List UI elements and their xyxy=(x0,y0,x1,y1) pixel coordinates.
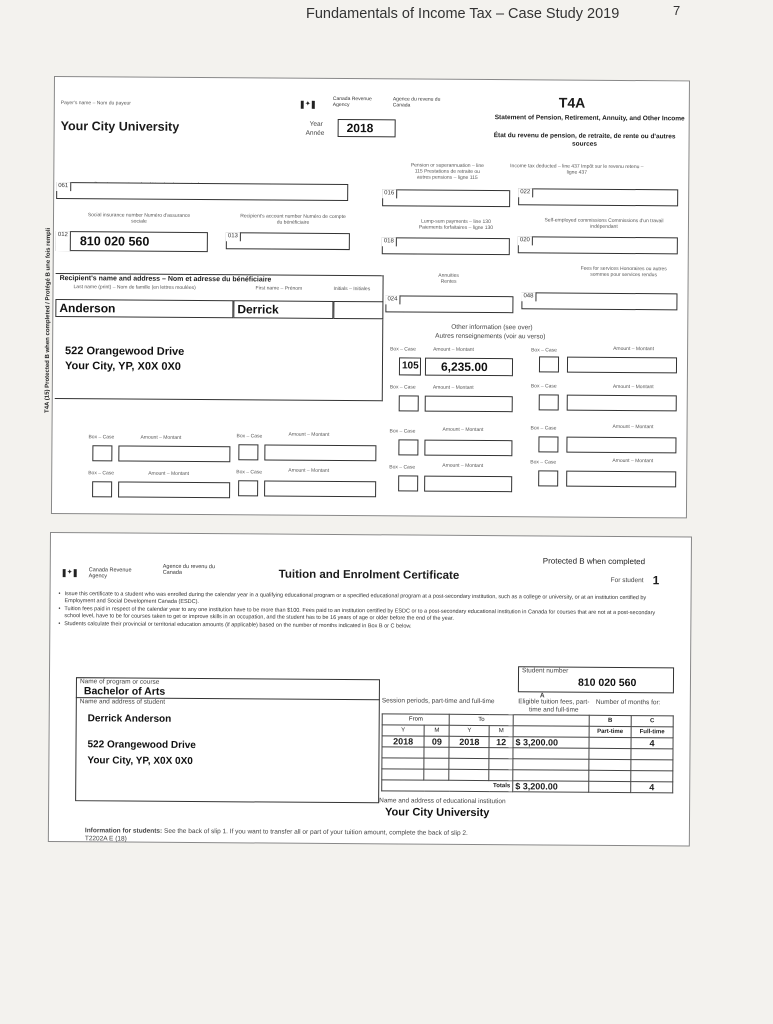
fees-subheader xyxy=(513,726,589,738)
box-case-label: Box – Case xyxy=(236,469,263,476)
first-name-label: First name – Prénom xyxy=(255,285,303,292)
statement-fr: État du revenu de pension, de retraite, de rente ou d'autres sources xyxy=(493,132,676,148)
other-amount-field xyxy=(424,476,512,493)
for-student-label: For student xyxy=(610,576,644,585)
agency-fr: Agence du revenu du Canada xyxy=(392,96,441,109)
amount-label: Amount – Montant xyxy=(613,345,654,353)
program-label: Name of program or course xyxy=(79,678,160,686)
tuition-fees: $ 3,200.00 xyxy=(513,737,589,749)
other-box-field xyxy=(539,356,559,372)
box-022-label: Income tax deducted – line 437 Impôt sur le revenu retenu – ligne 437 xyxy=(510,163,644,176)
for-student-number: 1 xyxy=(652,573,660,588)
other-amount-field xyxy=(425,396,513,413)
box-case-label: Box – Case xyxy=(88,434,115,441)
student-name-value: Derrick Anderson xyxy=(87,713,172,725)
payer-name: Your City University xyxy=(60,119,180,134)
amount-label: Amount – Montant xyxy=(442,426,484,434)
amount-label: Amount – Montant xyxy=(612,457,654,465)
institution-label: Name and address of educational institution xyxy=(379,797,506,806)
other-box-field xyxy=(92,481,112,497)
box-024-number: 024 xyxy=(385,295,400,304)
other-box-field xyxy=(399,395,419,411)
sin-value: 810 020 560 xyxy=(79,234,150,249)
fees-header xyxy=(513,715,589,727)
to-y-header: Y xyxy=(450,725,490,736)
col-c-letter: C xyxy=(650,718,655,725)
amount-label: Amount – Montant xyxy=(140,434,182,441)
box-016-field xyxy=(382,189,510,207)
box-018-field xyxy=(382,237,510,255)
instruction-bullet: • Issue this certificate to a student who was enrolled during the calendar year in a qualifying educational program or a specified educational program at a post-secondary institution, such as a college or university, or at an institution certified by Employment and Social Development Canada (ESDC). xyxy=(58,591,647,606)
payer-name-label: Payer's name – Nom du payeur xyxy=(60,100,131,107)
initials-label: Initials – Initiales xyxy=(333,285,371,293)
box-022-number: 022 xyxy=(518,188,533,197)
agency-en: Canada Revenue Agency xyxy=(332,95,372,108)
other-amount-field xyxy=(566,437,676,454)
box-048-field xyxy=(521,292,677,310)
from-year: 2018 xyxy=(382,736,424,747)
other-box-field xyxy=(539,394,559,410)
box-case-label: Box – Case xyxy=(236,433,263,440)
box-016-label: Pension or superannuation – line 115 Prestations de retraite ou autres pensions – ligne 115 xyxy=(410,162,484,181)
from-header: From xyxy=(382,714,450,725)
page-title: Fundamentals of Income Tax – Case Study 2019 xyxy=(306,6,620,22)
box-020-label: Self-employed commissions Commissions d'un travail indépendant xyxy=(544,217,664,230)
to-month: 12 xyxy=(489,737,513,748)
other-box-field xyxy=(538,470,558,486)
t4a-code: T4A xyxy=(558,94,586,111)
amount-label: Amount – Montant xyxy=(432,384,474,391)
first-name-value: Derrick xyxy=(237,302,279,317)
box-case-label: Box – Case xyxy=(530,459,557,466)
last-name-label: Last name (print) – Nom de famille (en lettres moulées) xyxy=(73,284,196,291)
box-case-label: Box – Case xyxy=(530,425,557,432)
other-amount-field xyxy=(264,480,376,497)
canada-flag-icon: ✦ xyxy=(301,101,315,109)
box-case-label: Box – Case xyxy=(390,346,416,353)
other-box-field xyxy=(238,480,258,496)
col-b-header xyxy=(589,715,631,726)
recipient-address-line2: Your City, YP, X0X 0X0 xyxy=(64,360,181,373)
certificate-title: Tuition and Enrolment Certificate xyxy=(278,568,460,582)
sin-label: Social insurance number Numéro d'assurance sociale xyxy=(87,212,191,225)
total-fees: $ 3,200.00 xyxy=(513,781,589,793)
amount-label: Amount – Montant xyxy=(288,431,330,438)
year-label-fr: Année xyxy=(305,129,325,137)
student-number-value: 810 020 560 xyxy=(577,676,637,690)
agency-fr: Agence du revenu du Canada xyxy=(162,563,216,577)
box-case-label: Box – Case xyxy=(389,384,416,391)
to-m-header: M xyxy=(489,726,513,737)
box-024-field xyxy=(385,295,513,313)
box-case-label: Box – Case xyxy=(389,464,416,471)
other-amount-field xyxy=(566,471,676,488)
box-case-label: Box – Case xyxy=(389,428,416,435)
t4a-slip xyxy=(44,76,690,518)
amount-label: Amount – Montant xyxy=(288,467,330,474)
totals-label: Totals xyxy=(382,780,513,792)
other-info-fr: Autres renseignements (voir au verso) xyxy=(435,332,546,341)
col-c-label: Full-time xyxy=(631,727,673,738)
box-case-label: Box – Case xyxy=(530,383,557,390)
amount-label: Amount – Montant xyxy=(433,346,474,353)
box-case-label: Box – Case xyxy=(88,470,115,477)
year-label: Year xyxy=(309,120,323,128)
footer-info xyxy=(85,827,468,837)
other-info-en: Other information (see over) xyxy=(451,323,533,332)
session-periods-label: Session periods, part-time and full-time xyxy=(381,697,495,706)
statement-en: Statement of Pension, Retirement, Annuity, and Other Income xyxy=(494,114,685,123)
box-013: 013 xyxy=(226,232,241,241)
other-amount-field xyxy=(424,440,512,457)
payer-account-field xyxy=(56,182,348,201)
box-018-label: Lump-sum payments – line 130 Paiements forfaitaires – ligne 130 xyxy=(418,218,494,231)
recipient-account-label: Recipient's account number Numéro de compte du bénéficiaire xyxy=(240,213,346,226)
canada-flag-icon: ✦ xyxy=(63,569,77,577)
box-022-field xyxy=(518,188,678,206)
box-012: 012 xyxy=(56,231,71,251)
program-value: Bachelor of Arts xyxy=(83,685,166,698)
other-box-code: 105 xyxy=(401,360,419,372)
part-time-months xyxy=(589,737,631,748)
t4a-side-label: T4A (15) Protected B when completed / Protégé B une fois rempli xyxy=(44,227,52,413)
totals-row xyxy=(382,780,673,793)
full-time-months: 4 xyxy=(631,738,673,749)
box-048-number: 048 xyxy=(521,292,536,301)
student-address-line1: 522 Orangewood Drive xyxy=(87,739,196,752)
total-part-time xyxy=(589,781,631,792)
recipient-account-field xyxy=(226,232,350,250)
box-024-label: Annuities Rentes xyxy=(438,272,459,285)
to-header: To xyxy=(450,714,514,725)
form-code: T2202A E (18) xyxy=(84,835,127,843)
footer-info-label: Information for students: xyxy=(84,827,163,835)
initials-field xyxy=(333,301,383,319)
institution-name: Your City University xyxy=(385,806,490,820)
other-box-field xyxy=(92,445,112,461)
col-b-letter: B xyxy=(608,717,613,724)
recipient-address-line1: 522 Orangewood Drive xyxy=(65,345,185,358)
box-018-number: 018 xyxy=(382,237,397,246)
other-box-field xyxy=(398,475,418,491)
other-amount-field xyxy=(567,395,677,412)
amount-label: Amount – Montant xyxy=(442,462,484,470)
col-a-label: Eligible tuition fees, part-time and full-time xyxy=(518,698,590,714)
other-box-field xyxy=(538,436,558,452)
amount-label: Amount – Montant xyxy=(148,470,190,477)
page-number: 7 xyxy=(673,3,681,18)
total-full-time: 4 xyxy=(631,782,673,793)
instruction-bullet: • Tuition fees paid in respect of the calendar year to any one institution have to be more than $100. Fees paid to an institution certified by ESDC or to a post-secondary educational institution in Canada for courses that are not at a post-secondary school level, have to be for courses taken to get or improve skills in an occupation, and the student has to be 16 years of age or older before the end of the year. xyxy=(58,605,656,623)
instructions-list xyxy=(58,591,670,632)
agency-en: Canada Revenue Agency xyxy=(88,567,132,580)
other-box-field xyxy=(238,444,258,460)
other-amount-field xyxy=(567,357,677,374)
box-048-label: Fees for services Honoraires ou autres sommes pour services rendus xyxy=(580,265,667,278)
student-address-line2: Your City, YP, X0X 0X0 xyxy=(87,755,193,768)
protected-label: Protected B when completed xyxy=(542,556,646,567)
from-m-header: M xyxy=(424,725,449,736)
tuition-table xyxy=(381,713,674,793)
box-016-number: 016 xyxy=(382,189,397,198)
recipient-header: Recipient's name and address – Nom et adresse du bénéficiaire xyxy=(59,275,272,284)
student-name-label: Name and address of student xyxy=(79,698,166,706)
col-c-header xyxy=(631,716,673,727)
year-value: 2018 xyxy=(346,121,374,136)
other-amount-field xyxy=(264,444,376,461)
col-a-letter: A xyxy=(539,692,545,700)
other-amount-field xyxy=(118,445,230,462)
box-020-number: 020 xyxy=(518,236,533,245)
to-year: 2018 xyxy=(449,736,489,747)
footer-info-text: See the back of slip 1. If you want to transfer all or part of your tuition amount, complete the back of slip 2. xyxy=(163,827,468,837)
months-label: Number of months for: xyxy=(595,698,661,707)
amount-label: Amount – Montant xyxy=(612,423,654,431)
box-061: 061 xyxy=(56,182,71,191)
other-amount-value: 6,235.00 xyxy=(440,359,488,375)
col-b-label: Part-time xyxy=(589,726,631,737)
other-amount-field xyxy=(118,481,230,498)
box-case-label: Box – Case xyxy=(531,347,557,354)
other-box-field xyxy=(398,439,418,455)
student-number-label: Student number xyxy=(522,667,569,675)
t2202-certificate xyxy=(48,532,692,846)
amount-label: Amount – Montant xyxy=(612,383,654,391)
from-y-header: Y xyxy=(382,725,424,736)
instruction-bullet: • Students calculate their provincial or territorial education amounts (if applicable) based on the number of months indicated in Box B or C below. xyxy=(58,620,412,630)
from-month: 09 xyxy=(424,736,449,747)
last-name-value: Anderson xyxy=(59,301,116,316)
box-020-field xyxy=(518,236,678,254)
